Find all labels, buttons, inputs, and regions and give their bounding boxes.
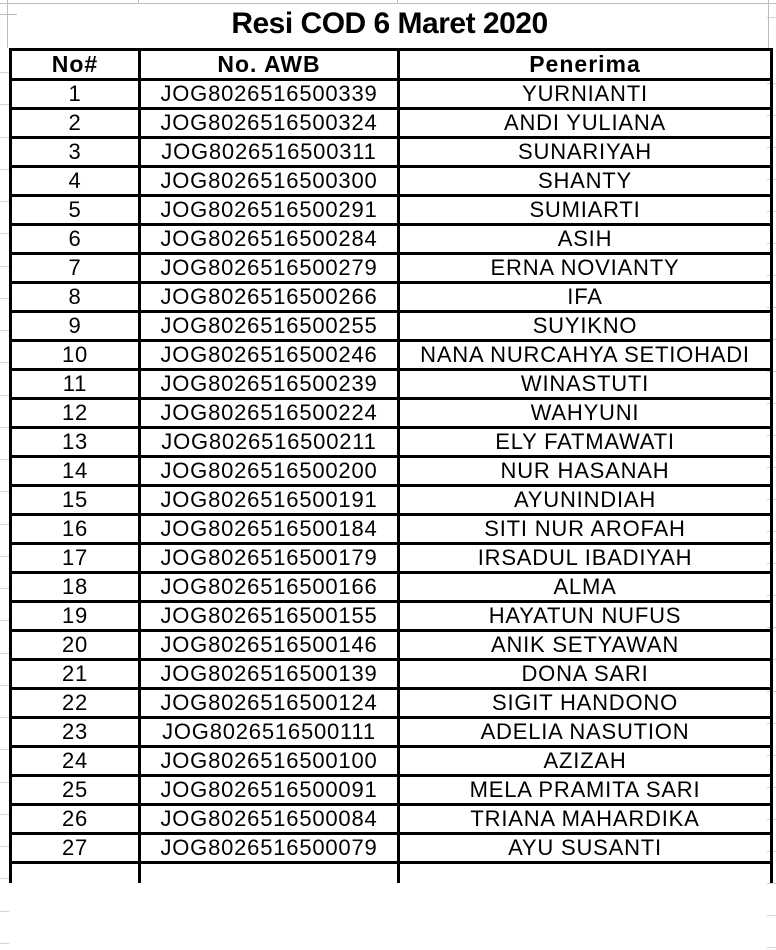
cell-penerima[interactable]: ASIH — [399, 225, 772, 254]
table-row — [11, 341, 772, 370]
cell-awb[interactable]: JOG8026516500239 — [140, 370, 399, 399]
cell-no[interactable]: 2 — [11, 109, 140, 138]
gridline-tick-left — [0, 814, 9, 815]
resi-cod-table — [9, 48, 773, 883]
gridline-tick-left — [0, 717, 9, 718]
cell-awb[interactable]: JOG8026516500155 — [140, 602, 399, 631]
gridline-tick-left — [0, 395, 9, 396]
cell-awb[interactable]: JOG8026516500311 — [140, 138, 399, 167]
cell-no[interactable]: 24 — [11, 747, 140, 776]
gridline-tick-right — [767, 915, 776, 916]
cell-awb[interactable]: JOG8026516500139 — [140, 660, 399, 689]
cell-penerima[interactable]: SUNARIYAH — [399, 138, 772, 167]
cell-no[interactable]: 14 — [11, 457, 140, 486]
cell-penerima[interactable]: AZIZAH — [399, 747, 772, 776]
table-row — [11, 631, 772, 660]
cell-no[interactable]: 15 — [11, 486, 140, 515]
cell-no[interactable]: 23 — [11, 718, 140, 747]
header-cell-no[interactable]: No# — [11, 50, 140, 80]
table-row — [11, 457, 772, 486]
cell-no[interactable]: 13 — [11, 428, 140, 457]
cell-awb[interactable]: JOG8026516500284 — [140, 225, 399, 254]
table-row — [11, 312, 772, 341]
table-row — [11, 515, 772, 544]
gridline-tick-left — [0, 556, 9, 557]
cell-no[interactable]: 26 — [11, 805, 140, 834]
cell-empty[interactable] — [399, 863, 772, 883]
table-row — [11, 689, 772, 718]
cell-no[interactable]: 17 — [11, 544, 140, 573]
cell-penerima[interactable]: ANDI YULIANA — [399, 109, 772, 138]
gridline-tick-left — [0, 330, 9, 331]
gridline-tick-right — [767, 947, 776, 948]
gridline-tick-left — [0, 782, 9, 783]
cell-no[interactable]: 7 — [11, 254, 140, 283]
cell-awb[interactable]: JOG8026516500146 — [140, 631, 399, 660]
cell-awb[interactable]: JOG8026516500300 — [140, 167, 399, 196]
cell-penerima[interactable]: ERNA NOVIANTY — [399, 254, 772, 283]
cell-awb[interactable]: JOG8026516500339 — [140, 80, 399, 109]
header-cell-awb[interactable]: No. AWB — [140, 50, 399, 80]
gridline-tick-left — [0, 846, 9, 847]
cell-awb[interactable]: JOG8026516500255 — [140, 312, 399, 341]
cell-empty[interactable] — [11, 863, 140, 883]
table-row — [11, 660, 772, 689]
cell-penerima[interactable]: IFA — [399, 283, 772, 312]
table-row — [11, 486, 772, 515]
cell-no[interactable]: 8 — [11, 283, 140, 312]
table-row — [11, 196, 772, 225]
table-row — [11, 602, 772, 631]
cell-penerima[interactable]: TRIANA MAHARDIKA — [399, 805, 772, 834]
cell-no[interactable]: 9 — [11, 312, 140, 341]
table-row — [11, 544, 772, 573]
gridline-left-col — [7, 0, 8, 48]
cell-awb[interactable]: JOG8026516500166 — [140, 573, 399, 602]
table-row — [11, 167, 772, 196]
table-row — [11, 283, 772, 312]
cell-penerima[interactable]: WINASTUTI — [399, 370, 772, 399]
gridline-tick-left — [0, 266, 9, 267]
table-row — [11, 370, 772, 399]
cell-awb[interactable]: JOG8026516500111 — [140, 718, 399, 747]
gridline-tick-left — [0, 588, 9, 589]
gridline-tick-left — [0, 104, 9, 105]
cell-penerima[interactable]: ADELIA NASUTION — [399, 718, 772, 747]
cell-awb[interactable]: JOG8026516500091 — [140, 776, 399, 805]
cell-no[interactable]: 5 — [11, 196, 140, 225]
gridline-tick-left — [0, 685, 9, 686]
cell-no[interactable]: 3 — [11, 138, 140, 167]
cell-no[interactable]: 1 — [11, 80, 140, 109]
table-row — [11, 747, 772, 776]
cell-penerima[interactable]: NUR HASANAH — [399, 457, 772, 486]
cell-penerima[interactable]: DONA SARI — [399, 660, 772, 689]
gridline-tick-left — [0, 233, 9, 234]
cell-penerima[interactable]: IRSADUL IBADIYAH — [399, 544, 772, 573]
cell-awb[interactable]: JOG8026516500084 — [140, 805, 399, 834]
cell-penerima[interactable]: SHANTY — [399, 167, 772, 196]
cell-no[interactable]: 27 — [11, 834, 140, 863]
cell-awb[interactable]: JOG8026516500179 — [140, 544, 399, 573]
table-row — [11, 573, 772, 602]
table-row — [11, 80, 772, 109]
cell-awb[interactable]: JOG8026516500211 — [140, 428, 399, 457]
gridline-tick-left — [0, 362, 9, 363]
cell-no[interactable]: 16 — [11, 515, 140, 544]
cell-penerima[interactable]: AYUNINDIAH — [399, 486, 772, 515]
cell-awb[interactable]: JOG8026516500224 — [140, 399, 399, 428]
gridline-tick-left — [0, 653, 9, 654]
cell-awb[interactable]: JOG8026516500266 — [140, 283, 399, 312]
cell-penerima[interactable]: NANA NURCAHYA SETIOHADI — [399, 341, 772, 370]
cell-penerima[interactable]: SUMIARTI — [399, 196, 772, 225]
cell-penerima[interactable]: WAHYUNI — [399, 399, 772, 428]
partial-empty-row — [11, 863, 772, 883]
cell-awb[interactable]: JOG8026516500246 — [140, 341, 399, 370]
table-row — [11, 428, 772, 457]
cell-no[interactable]: 21 — [11, 660, 140, 689]
cell-no[interactable]: 4 — [11, 167, 140, 196]
table-row — [11, 834, 772, 863]
cell-penerima[interactable]: SUYIKNO — [399, 312, 772, 341]
table-row — [11, 225, 772, 254]
table-row — [11, 254, 772, 283]
cell-penerima[interactable]: ALMA — [399, 573, 772, 602]
header-cell-penerima[interactable]: Penerima — [399, 50, 772, 80]
cell-awb[interactable]: JOG8026516500279 — [140, 254, 399, 283]
cell-awb[interactable]: JOG8026516500100 — [140, 747, 399, 776]
cell-awb[interactable]: JOG8026516500184 — [140, 515, 399, 544]
cell-awb[interactable]: JOG8026516500124 — [140, 689, 399, 718]
cell-no[interactable]: 10 — [11, 341, 140, 370]
gridline-tick-left — [0, 72, 9, 73]
gridline-tick-left — [0, 911, 9, 912]
gridline-tick-left — [0, 137, 9, 138]
header-row — [11, 50, 772, 80]
cell-penerima[interactable]: SITI NUR AROFAH — [399, 515, 772, 544]
cell-penerima[interactable]: YURNIANTI — [399, 80, 772, 109]
table-row — [11, 718, 772, 747]
cell-no[interactable]: 6 — [11, 225, 140, 254]
gridline-tick-left — [0, 491, 9, 492]
cell-penerima[interactable]: ELY FATMAWATI — [399, 428, 772, 457]
cell-penerima[interactable]: ANIK SETYAWAN — [399, 631, 772, 660]
table-row — [11, 138, 772, 167]
cell-penerima[interactable]: SIGIT HANDONO — [399, 689, 772, 718]
cell-awb[interactable]: JOG8026516500324 — [140, 109, 399, 138]
cell-no[interactable]: 19 — [11, 602, 140, 631]
cell-no[interactable]: 11 — [11, 370, 140, 399]
table-row — [11, 805, 772, 834]
table-row — [11, 399, 772, 428]
cell-awb[interactable]: JOG8026516500191 — [140, 486, 399, 515]
cell-no[interactable]: 12 — [11, 399, 140, 428]
gridline-tick-left — [0, 943, 9, 944]
sheet-title-cell[interactable]: Resi COD 6 Maret 2020 — [231, 7, 548, 40]
gridline-tick-right — [767, 883, 776, 884]
gridline-tick-left — [0, 298, 9, 299]
cell-no[interactable]: 22 — [11, 689, 140, 718]
cell-no[interactable]: 18 — [11, 573, 140, 602]
gridline-tick-left — [0, 878, 9, 879]
gridline-tick-left — [0, 427, 9, 428]
table-row — [11, 776, 772, 805]
cell-awb[interactable]: JOG8026516500079 — [140, 834, 399, 863]
cell-penerima[interactable]: HAYATUN NUFUS — [399, 602, 772, 631]
gridline-tick-left — [0, 169, 9, 170]
cell-empty[interactable] — [140, 863, 399, 883]
cell-penerima[interactable]: MELA PRAMITA SARI — [399, 776, 772, 805]
gridline-tick-left — [0, 459, 9, 460]
gridline-tick-left — [0, 201, 9, 202]
gridline-tick-left — [0, 620, 9, 621]
table-row — [11, 109, 772, 138]
gridline-tick-left — [0, 524, 9, 525]
cell-no[interactable]: 20 — [11, 631, 140, 660]
cell-no[interactable]: 25 — [11, 776, 140, 805]
cell-awb[interactable]: JOG8026516500200 — [140, 457, 399, 486]
cell-awb[interactable]: JOG8026516500291 — [140, 196, 399, 225]
cell-penerima[interactable]: AYU SUSANTI — [399, 834, 772, 863]
gridline-tick-left — [0, 749, 9, 750]
